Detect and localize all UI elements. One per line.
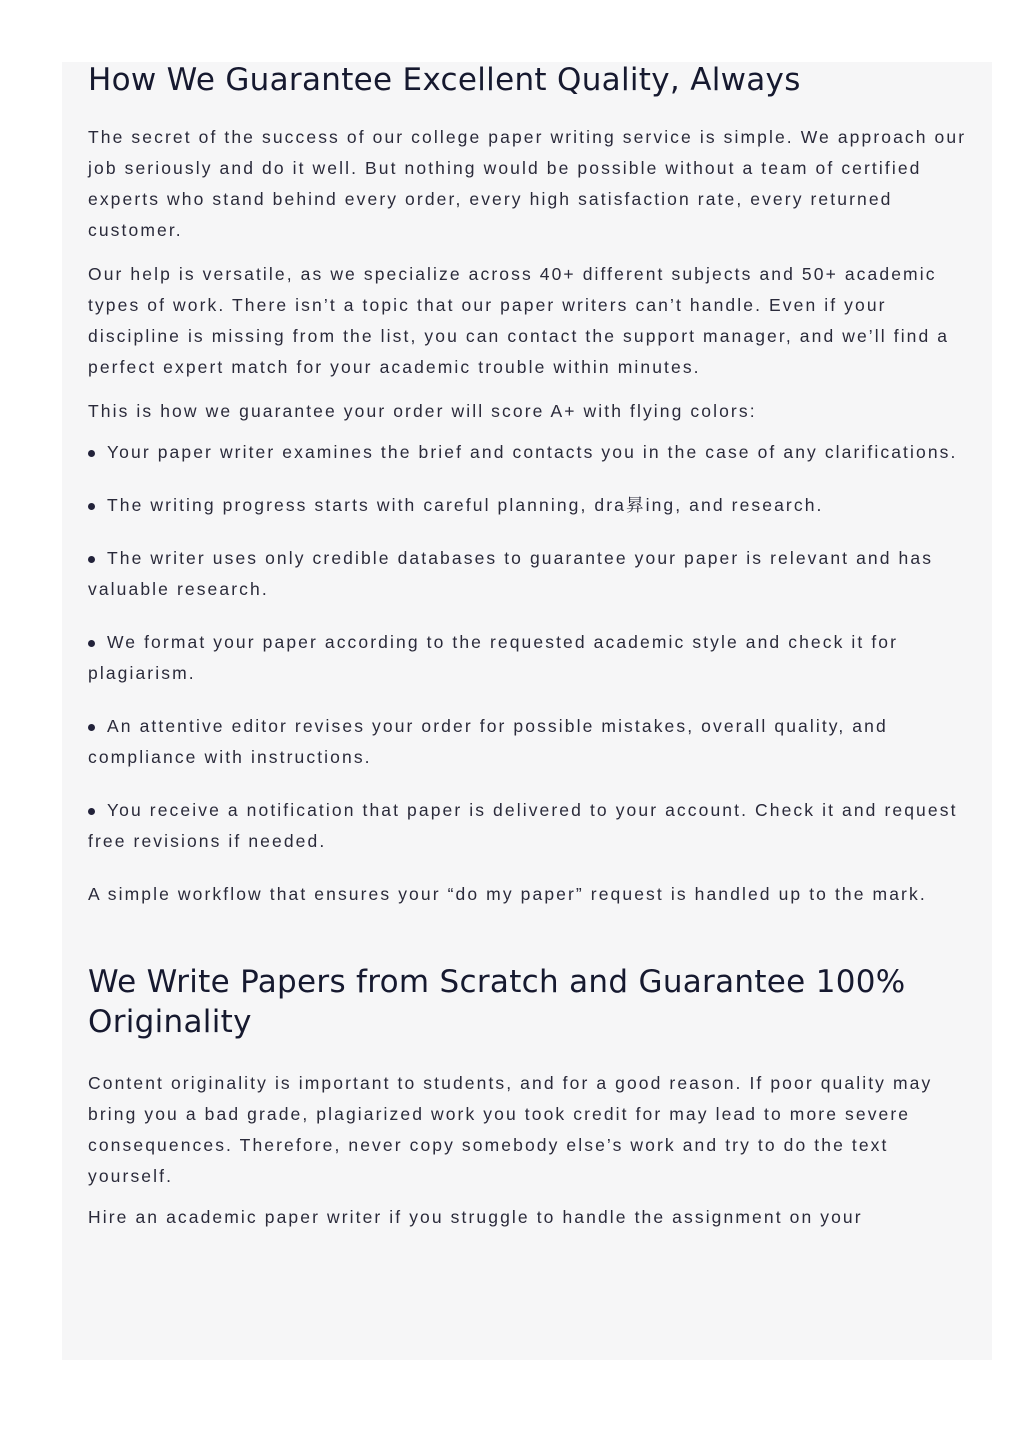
- list-item: Your paper writer examines the brief and contacts you in the case of any clarifications.: [88, 437, 968, 468]
- list-item: An attentive editor revises your order for possible mistakes, overall quality, and compliance with instructions.: [88, 716, 888, 767]
- paragraph: Content originality is important to students, and for a good reason. If poor quality may bring you a bad grade, plagiarized work you took credit for may lead to more severe consequences. Therefore, never copy somebody else’s work and try to do the text yourself.: [88, 1073, 933, 1186]
- bullet-dot-icon: [88, 556, 95, 563]
- section-heading-quality: How We Guarantee Excellent Quality, Always: [88, 62, 801, 98]
- bullet-dot-icon: [88, 808, 95, 815]
- paragraph: The secret of the success of our college paper writing service is simple. We approach our job seriously and do it well. But nothing would be possible without a team of certified experts who stand behind every order, every high satisfaction rate, every returned customer.: [88, 127, 967, 240]
- list-item: The writing progress starts with careful planning, dra昪ing, and research.: [88, 490, 968, 521]
- closing-paragraph: A simple workflow that ensures your “do my paper” request is handled up to the mark.: [88, 884, 927, 904]
- bullet-dot-icon: [88, 640, 95, 647]
- bullet-dot-icon: [88, 724, 95, 731]
- bullet-list: [88, 437, 968, 857]
- section-heading-originality: We Write Papers from Scratch and Guarantee 100% Originality: [88, 964, 906, 1040]
- paragraph: This is how we guarantee your order will score A+ with flying colors:: [88, 401, 757, 421]
- article-body: [88, 60, 968, 1242]
- bullet-dot-icon: [88, 503, 95, 510]
- list-item: You receive a notification that paper is delivered to your account. Check it and request free revisions if needed.: [88, 800, 958, 851]
- paragraph: Our help is versatile, as we specialize across 40+ different subjects and 50+ academic types of work. There isn’t a topic that our paper writers can’t handle. Even if your discipline is missing from the list, you can contact the support manager, and we’ll find a perfect expert match for your academic trouble within minutes.: [88, 264, 950, 377]
- bullet-dot-icon: [88, 450, 95, 457]
- paragraph: Hire an academic paper writer if you struggle to handle the assignment on your: [88, 1207, 863, 1227]
- list-item: The writer uses only credible databases to guarantee your paper is relevant and has valuable research.: [88, 548, 934, 599]
- list-item: We format your paper according to the requested academic style and check it for plagiarism.: [88, 632, 899, 683]
